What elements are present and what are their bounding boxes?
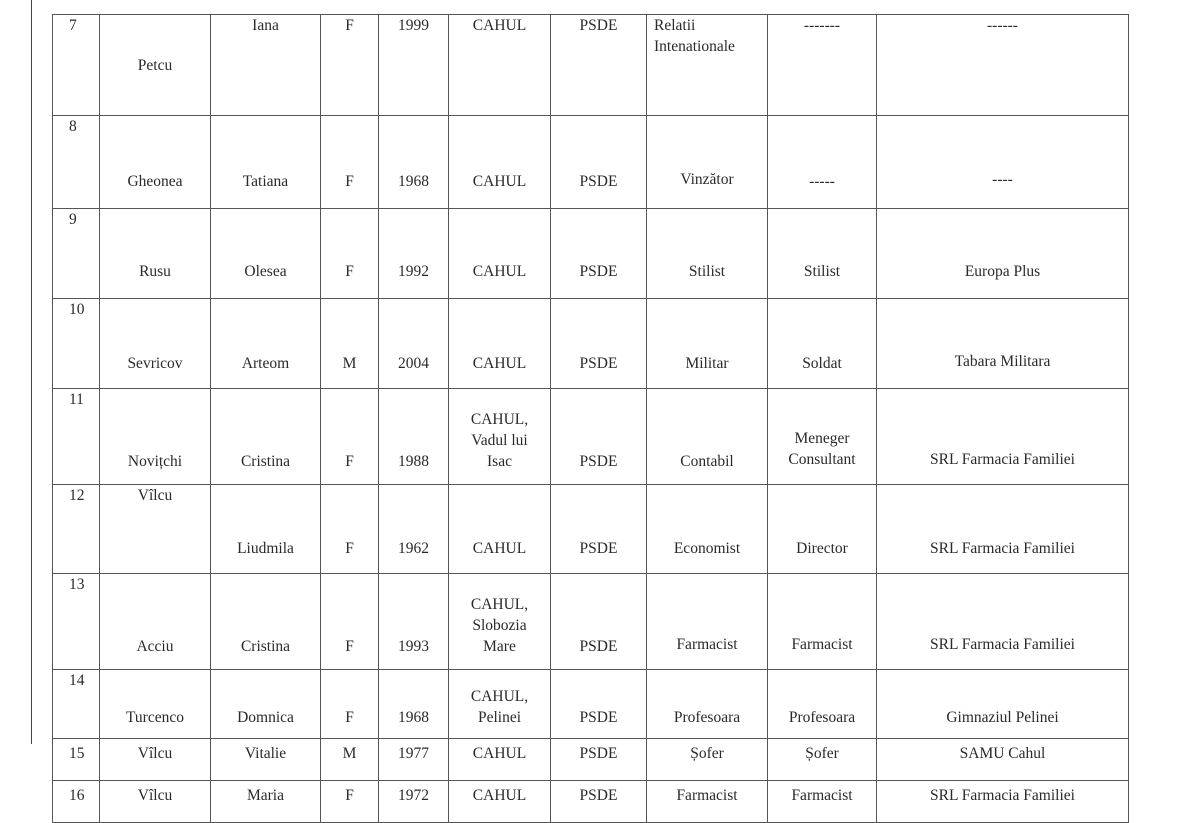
locality-line: Mare	[483, 638, 516, 655]
locality-line: Vadul lui	[471, 432, 528, 449]
cell-number: 12	[53, 485, 100, 574]
cell-sex: F	[321, 389, 379, 485]
cell-sex: F	[321, 670, 379, 739]
cell-birth-year: 1993	[379, 574, 449, 670]
cell-locality	[449, 670, 551, 739]
cell-position: Profesoara	[768, 670, 877, 739]
cell-position: Șofer	[768, 739, 877, 781]
cell-position: Director	[768, 485, 877, 574]
cell-last-name: Vîlcu	[100, 739, 211, 781]
cell-profession	[647, 116, 768, 209]
profession-line: Farmacist	[676, 787, 738, 804]
cell-locality	[449, 781, 551, 823]
cell-number: 10	[53, 299, 100, 389]
cell-first-name: Cristina	[211, 389, 321, 485]
cell-position: -------	[768, 15, 877, 116]
profession-line: Stilist	[688, 263, 726, 280]
cell-first-name: Tatiana	[211, 116, 321, 209]
cell-last-name: Novițchi	[100, 389, 211, 485]
table-row	[53, 739, 1129, 781]
locality-line: Isac	[487, 453, 512, 470]
cell-number: 15	[53, 739, 100, 781]
cell-birth-year: 1988	[379, 389, 449, 485]
profession-line: Economist	[673, 540, 741, 557]
profession-line: Contabil	[680, 453, 734, 470]
cell-position: Farmacist	[768, 781, 877, 823]
cell-position: Stilist	[768, 209, 877, 299]
cell-profession	[647, 209, 768, 299]
cell-position: Meneger Consultant	[768, 389, 877, 485]
cell-last-name: Vîlcu	[100, 781, 211, 823]
cell-last-name: Acciu	[100, 574, 211, 670]
cell-party: PSDE	[551, 15, 647, 116]
table-row	[53, 574, 1129, 670]
locality-line: Slobozia	[472, 617, 527, 634]
locality-line: CAHUL,	[470, 688, 529, 705]
cell-party: PSDE	[551, 781, 647, 823]
cell-sex: M	[321, 299, 379, 389]
cell-party: PSDE	[551, 670, 647, 739]
profession-line: Intenationale	[654, 38, 735, 55]
cell-workplace: ----	[877, 116, 1129, 209]
cell-workplace: SRL Farmacia Familiei	[877, 781, 1129, 823]
cell-sex: M	[321, 739, 379, 781]
cell-first-name: Arteom	[211, 299, 321, 389]
cell-first-name: Liudmila	[211, 485, 321, 574]
cell-locality	[449, 389, 551, 485]
cell-last-name: Rusu	[100, 209, 211, 299]
cell-position: Soldat	[768, 299, 877, 389]
cell-party: PSDE	[551, 299, 647, 389]
profession-line: Șofer	[690, 745, 724, 762]
table-row	[53, 781, 1129, 823]
locality-line: CAHUL	[472, 540, 527, 557]
cell-party: PSDE	[551, 485, 647, 574]
cell-profession	[647, 485, 768, 574]
cell-party: PSDE	[551, 574, 647, 670]
cell-sex: F	[321, 574, 379, 670]
profession-line: Profesoara	[673, 709, 741, 726]
cell-profession	[647, 781, 768, 823]
cell-locality	[449, 15, 551, 116]
cell-locality	[449, 209, 551, 299]
locality-line: CAHUL	[472, 173, 527, 190]
table-row	[53, 485, 1129, 574]
cell-party: PSDE	[551, 209, 647, 299]
cell-workplace: ------	[877, 15, 1129, 116]
cell-workplace: Tabara Militara	[877, 299, 1129, 389]
cell-locality	[449, 299, 551, 389]
page-margin-line	[31, 0, 32, 744]
profession-line: Relatii	[654, 17, 696, 34]
cell-locality	[449, 739, 551, 781]
cell-workplace: SAMU Cahul	[877, 739, 1129, 781]
cell-birth-year: 1962	[379, 485, 449, 574]
cell-birth-year: 1972	[379, 781, 449, 823]
cell-last-name: Turcenco	[100, 670, 211, 739]
locality-line: CAHUL	[472, 745, 527, 762]
cell-sex: F	[321, 781, 379, 823]
cell-sex: F	[321, 15, 379, 116]
cell-profession	[647, 739, 768, 781]
cell-birth-year: 2004	[379, 299, 449, 389]
cell-locality	[449, 574, 551, 670]
locality-line: CAHUL	[472, 355, 527, 372]
locality-line: Pelinei	[477, 709, 522, 726]
cell-profession	[647, 15, 768, 116]
locality-line: CAHUL,	[470, 596, 529, 613]
cell-number: 14	[53, 670, 100, 739]
cell-sex: F	[321, 116, 379, 209]
cell-profession	[647, 389, 768, 485]
cell-profession	[647, 670, 768, 739]
table-row	[53, 389, 1129, 485]
profession-line: Vinzător	[680, 171, 734, 188]
cell-number: 16	[53, 781, 100, 823]
cell-birth-year: 1992	[379, 209, 449, 299]
locality-line: CAHUL	[472, 787, 527, 804]
cell-number: 9	[53, 209, 100, 299]
profession-line: Militar	[685, 355, 729, 372]
profession-line: Farmacist	[676, 636, 738, 653]
candidate-list-table	[52, 14, 1129, 823]
cell-first-name: Olesea	[211, 209, 321, 299]
cell-profession	[647, 574, 768, 670]
table-row	[53, 15, 1129, 116]
cell-number: 7	[53, 15, 100, 116]
cell-position: -----	[768, 116, 877, 209]
cell-party: PSDE	[551, 389, 647, 485]
cell-first-name: Domnica	[211, 670, 321, 739]
cell-birth-year: 1968	[379, 670, 449, 739]
table-row	[53, 299, 1129, 389]
cell-party: PSDE	[551, 116, 647, 209]
cell-last-name: Sevricov	[100, 299, 211, 389]
cell-workplace: SRL Farmacia Familiei	[877, 485, 1129, 574]
cell-workplace: Europa Plus	[877, 209, 1129, 299]
cell-birth-year: 1999	[379, 15, 449, 116]
cell-position: Farmacist	[768, 574, 877, 670]
cell-first-name: Cristina	[211, 574, 321, 670]
cell-last-name: Vîlcu	[100, 485, 211, 574]
cell-workplace: SRL Farmacia Familiei	[877, 574, 1129, 670]
table-row	[53, 116, 1129, 209]
cell-first-name: Iana	[211, 15, 321, 116]
table-row	[53, 209, 1129, 299]
cell-first-name: Vitalie	[211, 739, 321, 781]
table-row	[53, 670, 1129, 739]
cell-last-name: Gheonea	[100, 116, 211, 209]
cell-birth-year: 1968	[379, 116, 449, 209]
cell-workplace: SRL Farmacia Familiei	[877, 389, 1129, 485]
cell-number: 13	[53, 574, 100, 670]
cell-locality	[449, 116, 551, 209]
cell-locality	[449, 485, 551, 574]
cell-birth-year: 1977	[379, 739, 449, 781]
cell-workplace: Gimnaziul Pelinei	[877, 670, 1129, 739]
cell-number: 11	[53, 389, 100, 485]
cell-last-name: Petcu	[100, 15, 211, 116]
cell-sex: F	[321, 485, 379, 574]
cell-first-name: Maria	[211, 781, 321, 823]
cell-number: 8	[53, 116, 100, 209]
cell-profession	[647, 299, 768, 389]
locality-line: CAHUL,	[470, 411, 529, 428]
locality-line: CAHUL	[472, 17, 527, 34]
cell-sex: F	[321, 209, 379, 299]
cell-party: PSDE	[551, 739, 647, 781]
locality-line: CAHUL	[472, 263, 527, 280]
